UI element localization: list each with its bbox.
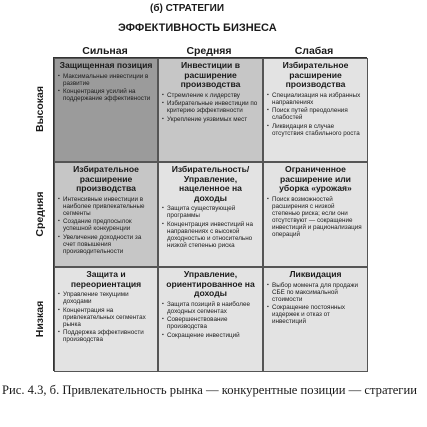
cell-title: Избирательность/ Управление, нацеленное на доходы	[171, 164, 250, 203]
cell-low-strong	[54, 267, 158, 372]
cell-item: ▪ Защита существующей программы	[162, 205, 259, 219]
cell-title: Избирательное расширение производства	[282, 60, 349, 89]
column-header-strong: Сильная	[82, 45, 128, 57]
cell-item: ▪ Специализация на избранных направлениях	[267, 92, 364, 106]
cell-title: Управление, ориентированное на доходы	[166, 269, 255, 298]
cell-item: ▪ Концентрация инвестиций на направлениях с высокой доходностью и относительно низкой степенью риска	[162, 221, 259, 249]
cell-item: ▪ Защита позиций в наиболее доходных сегментах	[162, 301, 259, 315]
cell-item: ▪ Управление текущими доходами	[58, 291, 154, 305]
cell-title: Избирательное расширение производства	[73, 164, 139, 193]
cell-medium-medium	[158, 162, 263, 267]
cell-high-strong	[54, 58, 158, 162]
cell-item: ▪ Стремление к лидерству	[162, 92, 259, 99]
cell-item: ▪ Сокращение постоянных издержек и отказ от инвестиций	[267, 304, 364, 325]
cell-item: ▪ Выбор момента для продажи СБЕ по максимальной стоимости	[267, 282, 364, 303]
column-header-weak: Слабая	[294, 45, 334, 57]
figure-caption: Рис. 4.3, б. Привлекательность рынка — конкурентные позиции — стратегии	[2, 383, 417, 397]
cell-title: Ликвидация	[289, 269, 342, 279]
cell-item: ▪ Совершенствование производства	[162, 316, 259, 330]
cell-item: ▪ Ликвидация в случае отсутствия стабильного роста	[267, 123, 364, 137]
figure-label: (б) СТРАТЕГИИ	[150, 3, 225, 14]
cell-item: ▪ Поддержка эффективности производства	[58, 329, 154, 343]
cell-item: ▪ Поиск возможностей расширения с низкой степенью риска; если они отсутствуют — сокращение инвестиций и рационализация операций	[267, 196, 364, 238]
cell-title: Инвестиции в расширение производства	[180, 60, 241, 89]
cell-item: ▪ Укрепление уязвимых мест	[162, 116, 259, 123]
cell-title: Защищенная позиция	[59, 60, 153, 70]
cell-title: Ограниченное расширение или уборка «урожая»	[279, 164, 352, 193]
axis-title-business-strength: ЭФФЕКТИВНОСТЬ БИЗНЕСА	[118, 22, 277, 34]
cell-title: Защита и переориентация	[70, 269, 142, 289]
cell-high-medium	[158, 58, 263, 162]
strategy-matrix	[53, 57, 367, 371]
column-header-medium: Средняя	[186, 45, 232, 57]
cell-item: ▪ Концентрация усилий на поддержание эффективности	[58, 88, 154, 102]
cell-low-medium	[158, 267, 263, 372]
cell-item: ▪ Концентрация на привлекательных сегментах рынка	[58, 307, 154, 328]
cell-low-weak	[263, 267, 368, 372]
cell-medium-weak	[263, 162, 368, 267]
cell-item: ▪ Сокращение инвестиций	[162, 332, 259, 339]
cell-high-weak	[263, 58, 368, 162]
row-header-low: Низкая	[34, 300, 46, 338]
cell-item: ▪ Максимальные инвестиции в развитие	[58, 73, 154, 87]
cell-item: ▪ Создание предпосылок успешной конкуренции	[58, 218, 154, 232]
cell-item: ▪ Поиск путей преодоления слабостей	[267, 107, 364, 121]
row-header-high: Высокая	[34, 85, 46, 133]
row-header-medium: Средняя	[34, 191, 46, 237]
cell-medium-strong	[54, 162, 158, 267]
cell-item: ▪ Увеличение доходности за счет повышения производительности	[58, 234, 154, 255]
cell-item: ▪ Избирательные инвестиции по критерию эффективности	[162, 100, 259, 114]
cell-item: ▪ Интенсивные инвестиции в наиболее привлекательные сегменты	[58, 196, 154, 217]
